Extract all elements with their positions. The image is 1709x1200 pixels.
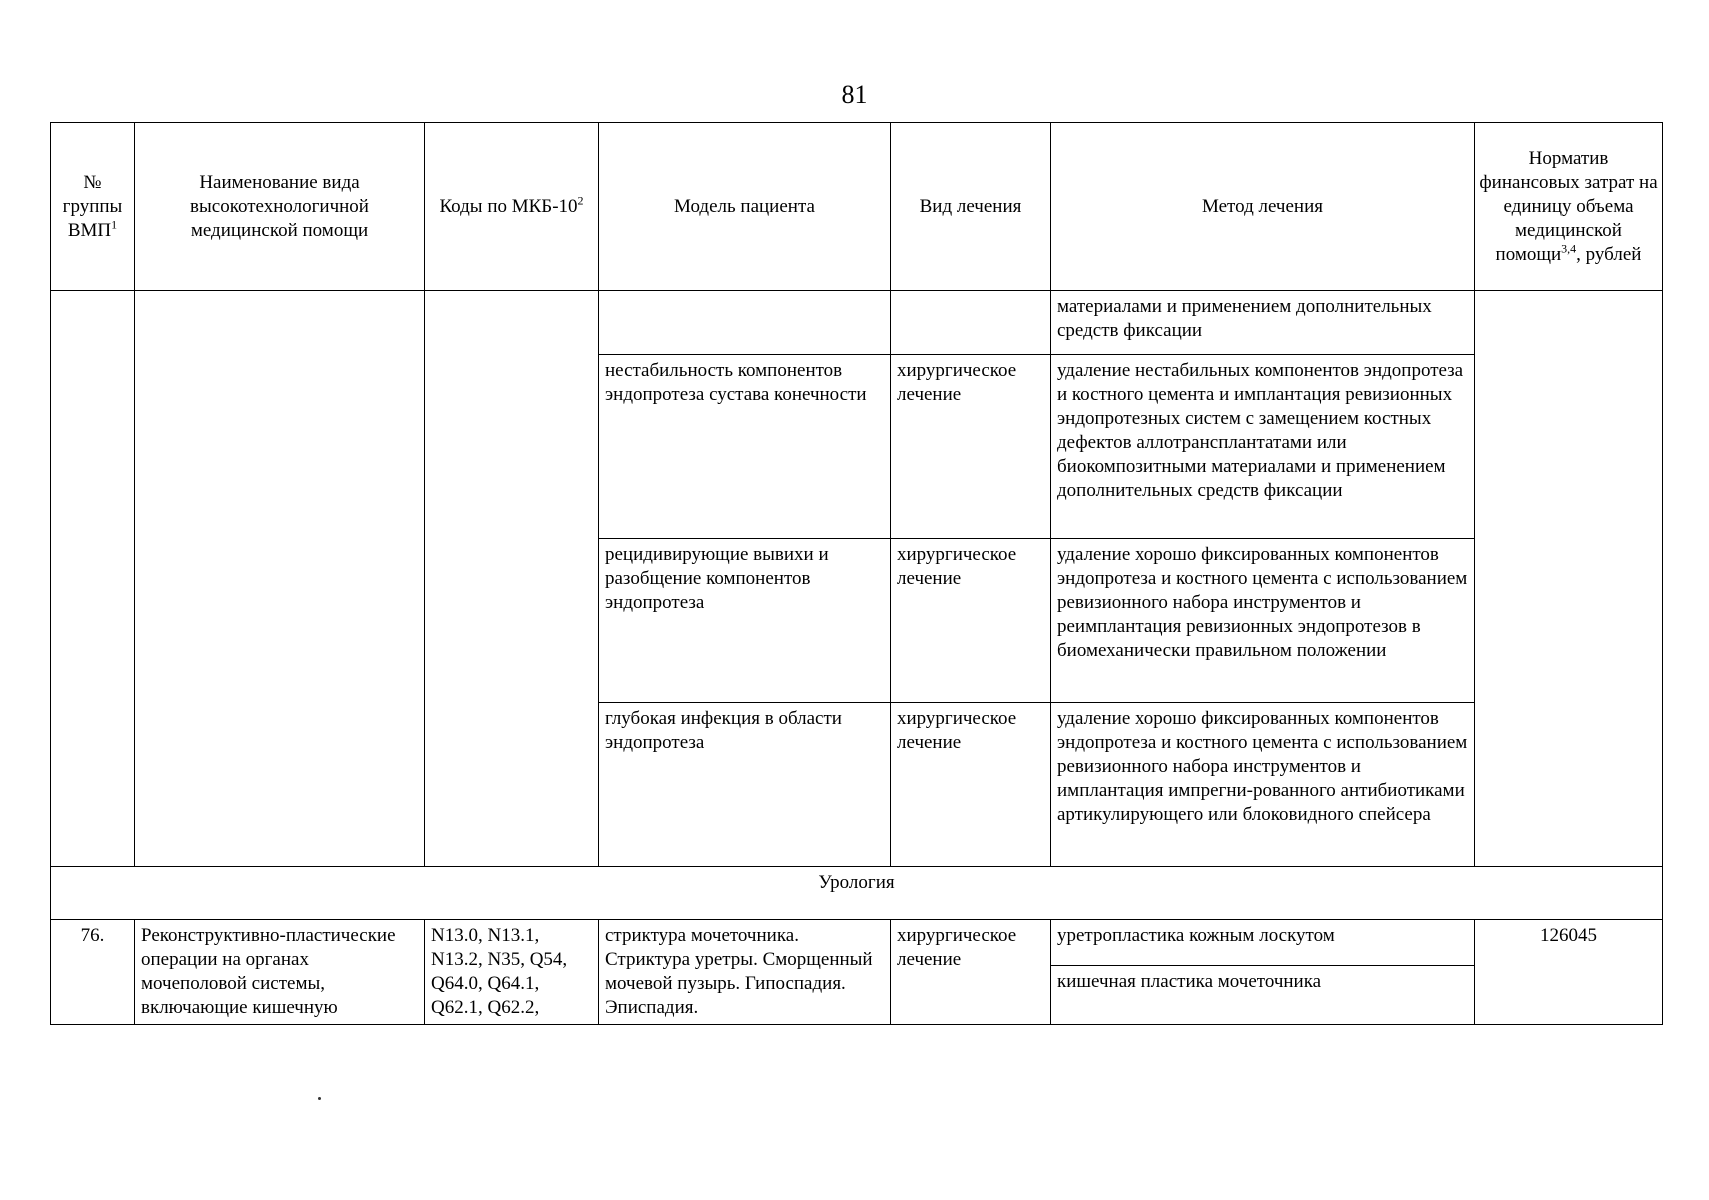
cell-cost-norm [1475, 291, 1663, 867]
cell-treatment-type [891, 291, 1051, 355]
scan-speck [318, 1097, 321, 1100]
header-service-name: Наименование вида высокотехнологичной медицинской помощи [135, 123, 425, 291]
table-row [51, 291, 1663, 355]
cell-treatment-type: хирургическое лечение [891, 703, 1051, 867]
cell-treatment-method: материалами и применением дополнительных средств фиксации [1051, 291, 1475, 355]
header-cost-norm: Норматив финансовых затрат на единицу объема медицинской помощи$^{3,4}$, рублей [1475, 123, 1663, 291]
header-icd-codes: Коды по МКБ-$10^2$ [425, 123, 599, 291]
cell-treatment-method: уретропластика кожным лоскутом [1051, 920, 1475, 966]
cell-patient-model: рецидивирующие вывихи и разобщение компонентов эндопротеза [599, 539, 891, 703]
header-treatment-type: Вид лечения [891, 123, 1051, 291]
cell-service-name [135, 291, 425, 867]
section-row [51, 867, 1663, 920]
cell-patient-model: глубокая инфекция в области эндопротеза [599, 703, 891, 867]
cell-treatment-method: кишечная пластика мочеточника [1051, 965, 1475, 1024]
cell-treatment-type: хирургическое лечение [891, 539, 1051, 703]
cell-treatment-type: хирургическое лечение [891, 920, 1051, 1025]
cell-icd-codes: N13.0, N13.1, N13.2, N35, Q54, Q64.0, Q64.1, Q62.1, Q62.2, [425, 920, 599, 1025]
cell-patient-model: стриктура мочеточника. Стриктура уретры. Сморщенный мочевой пузырь. Гипоспадия. Эписпадия. [599, 920, 891, 1025]
header-row [51, 123, 1663, 291]
cell-cost-norm: 126045 [1475, 920, 1663, 1025]
cell-group-no: 76. [51, 920, 135, 1025]
cell-icd-codes [425, 291, 599, 867]
vmp-table [50, 122, 1663, 1025]
header-group-no: № группы ВМП$^1$ [51, 123, 135, 291]
cell-patient-model [599, 291, 891, 355]
table-row [51, 920, 1663, 966]
header-patient-model: Модель пациента [599, 123, 891, 291]
cell-treatment-method: удаление нестабильных компонентов эндопротеза и костного цемента и имплантация ревизионных эндопротезных систем с замещением костных дефектов аллотрансплантатами или биокомпозитными материалами и применением дополнительных средств фиксации [1051, 355, 1475, 539]
cell-service-name: Реконструктивно-пластические операции на органах мочеполовой системы, включающие кишечную [135, 920, 425, 1025]
section-title: Урология [51, 867, 1663, 920]
cell-treatment-type: хирургическое лечение [891, 355, 1051, 539]
cell-treatment-method: удаление хорошо фиксированных компонентов эндопротеза и костного цемента с использованием ревизионного набора инструментов и реимплантация ревизионных эндопротезов в биомеханически правильном положении [1051, 539, 1475, 703]
cell-patient-model: нестабильность компонентов эндопротеза сустава конечности [599, 355, 891, 539]
page-number: 81 [841, 80, 868, 109]
cell-treatment-method: удаление хорошо фиксированных компонентов эндопротеза и костного цемента с использованием ревизионного набора инструментов и имплантация импрегни-рованного антибиотиками артикулирующего или блоковидного спейсера [1051, 703, 1475, 867]
cell-group-no [51, 291, 135, 867]
header-treatment-method: Метод лечения [1051, 123, 1475, 291]
